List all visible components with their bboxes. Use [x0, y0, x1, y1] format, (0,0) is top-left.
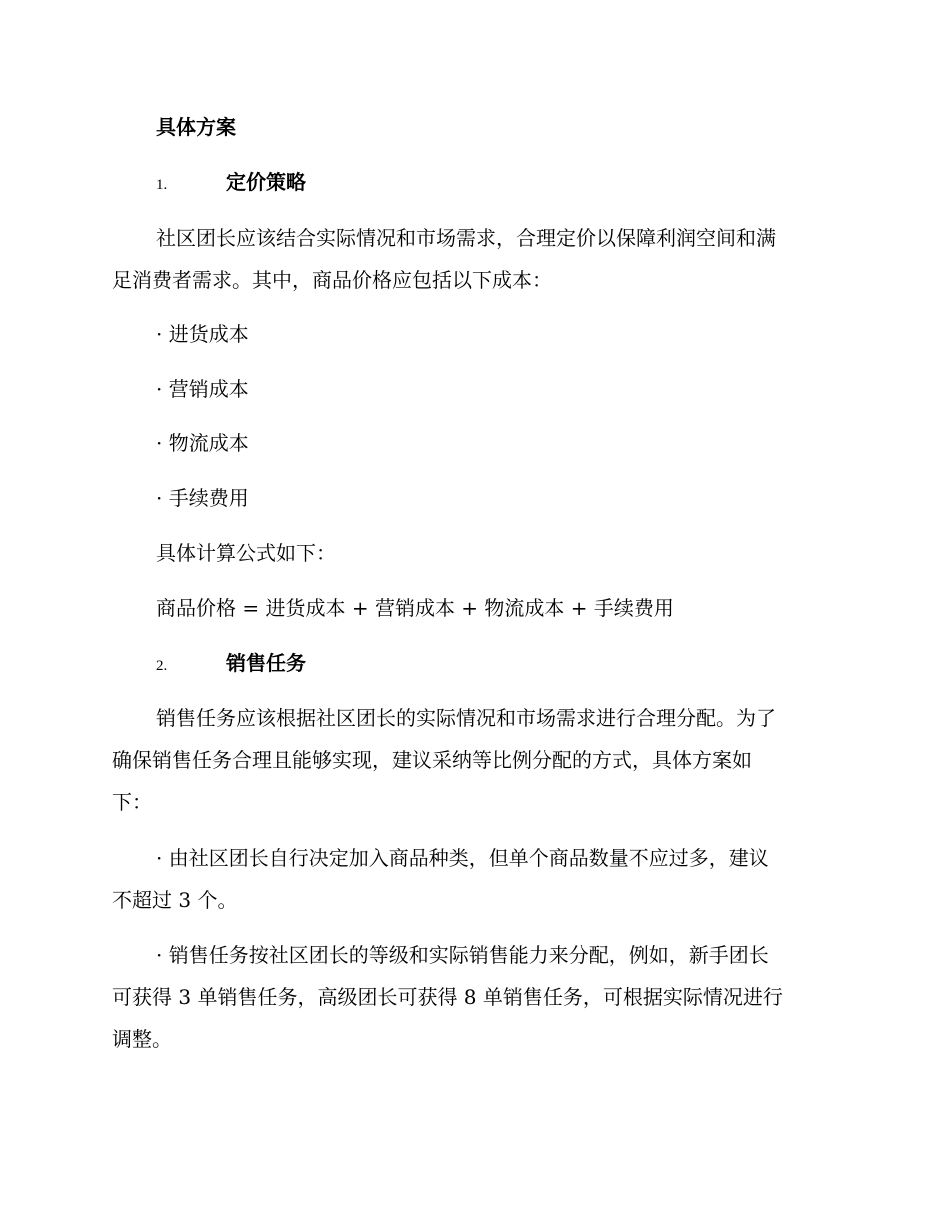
section1-heading	[156, 169, 876, 198]
section2-number: 2.	[156, 658, 168, 674]
section1-number: 1.	[156, 177, 168, 193]
section1-para-line1: 社区团长应该结合实际情况和市场需求，合理定价以保障利润空间和满	[156, 226, 776, 250]
section2-heading	[156, 650, 876, 679]
bullet-logistics-cost: · 物流成本	[156, 431, 249, 455]
section2-item1-line1: · 由社区团长自行决定加入商品种类，但单个商品数量不应过多，建议	[156, 846, 769, 870]
section2-para-line3: 下：	[112, 790, 152, 814]
formula-intro: 具体计算公式如下：	[156, 541, 336, 565]
section1-para-line2: 足消费者需求。其中，商品价格应包括以下成本：	[112, 268, 552, 292]
section1-title: 定价策略	[226, 170, 306, 194]
bullet-fees: · 手续费用	[156, 486, 249, 510]
section2-para-line2: 确保销售任务合理且能够实现，建议采纳等比例分配的方式，具体方案如	[112, 748, 752, 772]
bullet-marketing-cost: · 营销成本	[156, 377, 249, 401]
section2-item2-line1: · 销售任务按社区团长的等级和实际销售能力来分配，例如，新手团长	[156, 943, 769, 967]
price-formula: 商品价格 = 进货成本 + 营销成本 + 物流成本 + 手续费用	[156, 596, 674, 620]
bullet-purchase-cost: · 进货成本	[156, 322, 249, 346]
section2-para-line1: 销售任务应该根据社区团长的实际情况和市场需求进行合理分配。为了	[156, 706, 776, 730]
section2-title: 销售任务	[226, 651, 306, 675]
doc-heading: 具体方案	[156, 115, 236, 139]
section2-item2-line3: 调整。	[112, 1027, 172, 1051]
section2-item2-line2: 可获得 3 单销售任务，高级团长可获得 8 单销售任务，可根据实际情况进行	[112, 985, 783, 1009]
section2-item1-line2: 不超过 3 个。	[112, 888, 238, 912]
